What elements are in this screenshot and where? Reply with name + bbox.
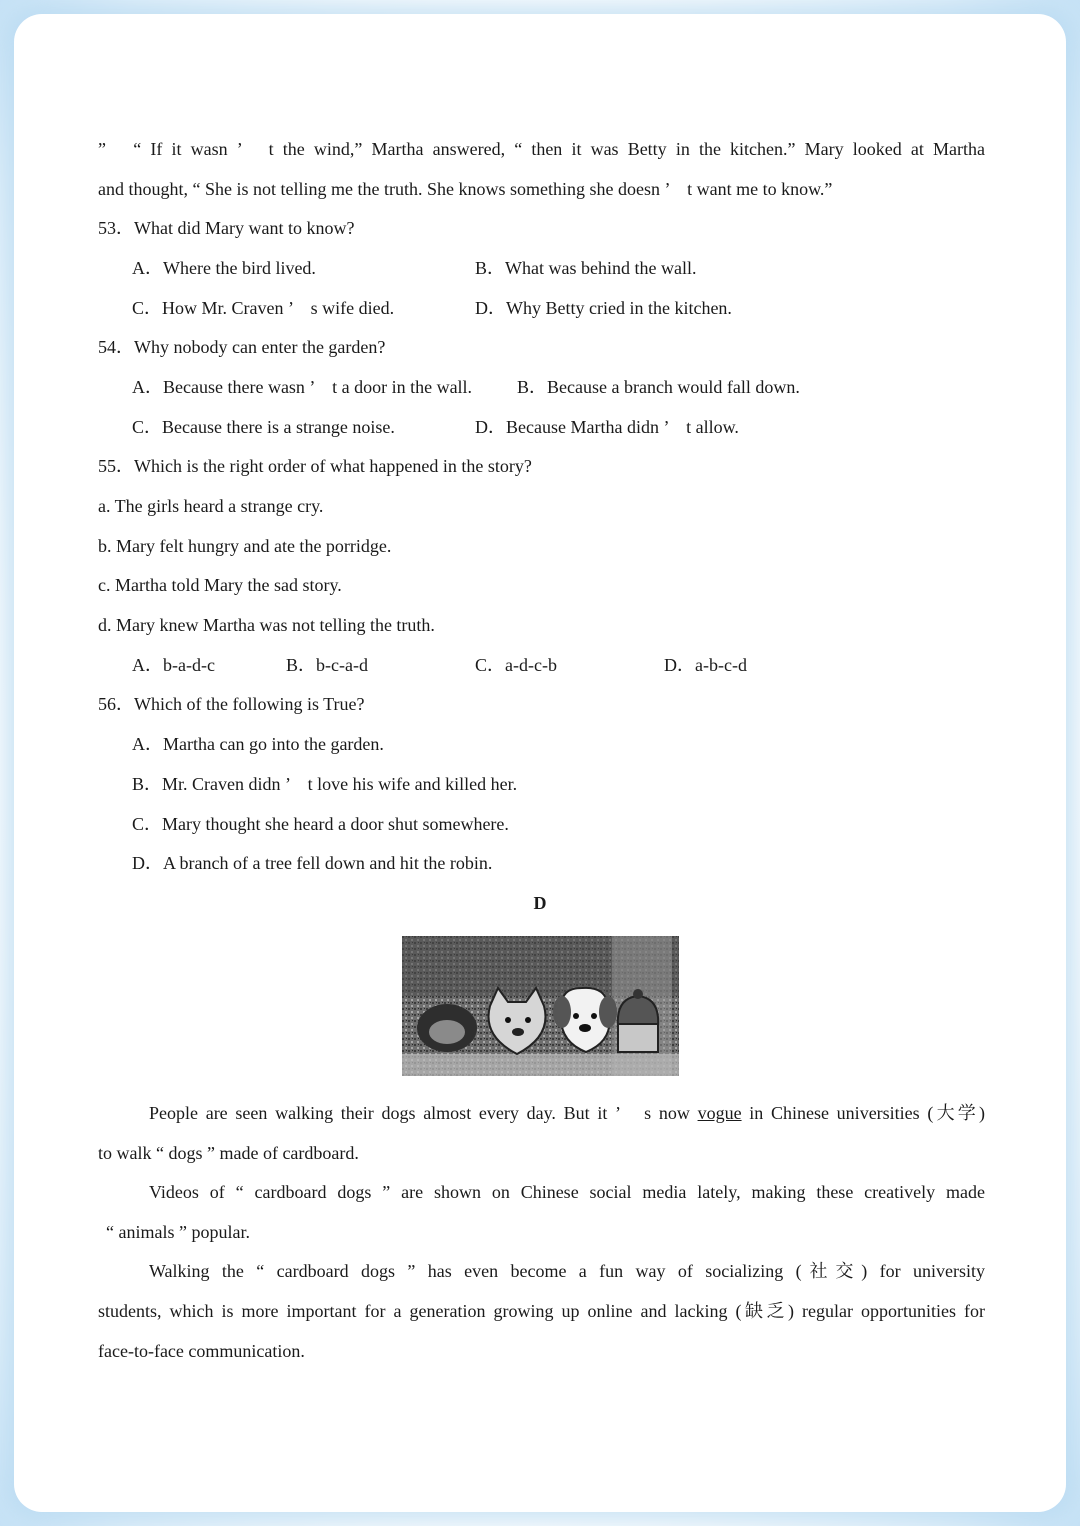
q55-option-b: B．b-c-a-d — [286, 655, 368, 675]
q55-option-a: A．b-a-d-c — [132, 655, 215, 675]
q55-option-d: D．a-b-c-d — [664, 655, 747, 675]
q54-option-c: C．Because there is a strange noise. — [132, 417, 395, 437]
q56-option-b: B．Mr. Craven didn ’ t love his wife and killed her. — [132, 774, 518, 794]
section-heading-d: D — [533, 893, 547, 913]
q53-option-a: A．Where the bird lived. — [132, 258, 316, 278]
q55-event: c. Martha told Mary the sad story. — [98, 575, 342, 595]
q53-option-c: C．How Mr. Craven ’ s wife died. — [132, 298, 395, 318]
q53-option-d: D．Why Betty cried in the kitchen. — [475, 298, 732, 318]
section-d-paragraph-3: Walking the “ cardboard dogs ” has even become a fun way of socializing (社交) for university — [149, 1261, 985, 1281]
q54-option-d: D．Because Martha didn ’ t allow. — [475, 417, 739, 437]
section-d-paragraph-1 — [149, 1101, 985, 1125]
q55-option-c: C．a-d-c-b — [475, 655, 557, 675]
question-54-stem: 54．Why nobody can enter the garden? — [98, 337, 386, 357]
q56-option-c: C．Mary thought she heard a door shut somewhere. — [132, 814, 509, 834]
question-56-stem: 56．Which of the following is True? — [98, 694, 365, 714]
section-d-paragraph-3-line: face-to-face communication. — [98, 1341, 305, 1361]
section-d-paragraph-3-line: students, which is more important for a generation growing up online and lacking (缺乏) regular opportunities for — [98, 1301, 985, 1321]
section-d-paragraph-2-line: “ animals ” popular. — [106, 1222, 250, 1242]
q56-option-d: D．A branch of a tree fell down and hit the robin. — [132, 853, 493, 873]
section-d-paragraph-1-line: to walk “ dogs ” made of cardboard. — [98, 1143, 359, 1163]
q55-event: b. Mary felt hungry and ate the porridge. — [98, 536, 392, 556]
q53-option-b: B．What was behind the wall. — [475, 258, 697, 278]
cardboard-dogs-photo — [402, 936, 679, 1076]
question-55-stem: 55．Which is the right order of what happened in the story? — [98, 456, 532, 476]
paragraph-text: People are seen walking their dogs almost every day. But it ’ s now — [149, 1103, 698, 1123]
passage-line: ” “ If it wasn ’ t the wind,” Martha answered, “ then it was Betty in the kitchen.” Mary looked at Martha — [98, 139, 985, 159]
q55-event: d. Mary knew Martha was not telling the truth. — [98, 615, 435, 635]
q54-option-b: B．Because a branch would fall down. — [517, 377, 800, 397]
section-d-paragraph-2: Videos of “ cardboard dogs ” are shown on Chinese social media lately, making these creatively made — [149, 1182, 985, 1202]
vogue-word: vogue — [697, 1103, 742, 1123]
passage-line: and thought, “ She is not telling me the truth. She knows something she doesn ’ t want me to know.” — [98, 179, 833, 199]
q55-event: a. The girls heard a strange cry. — [98, 496, 324, 516]
paragraph-text: in Chinese universities (大学) — [741, 1103, 986, 1123]
q54-option-a: A．Because there wasn ’ t a door in the wall. — [132, 377, 473, 397]
question-53-stem: 53．What did Mary want to know? — [98, 218, 355, 238]
q56-option-a: A．Martha can go into the garden. — [132, 734, 384, 754]
